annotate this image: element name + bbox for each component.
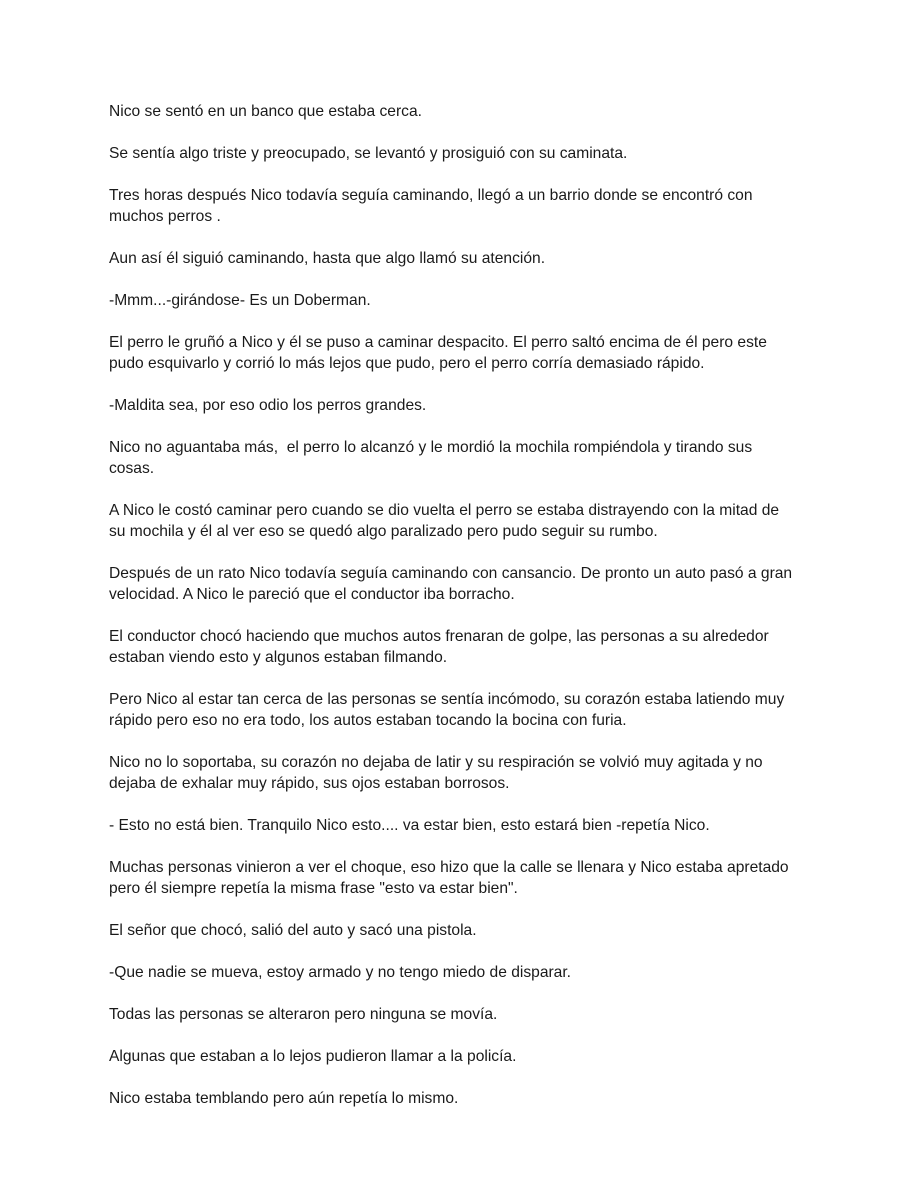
paragraph: El conductor chocó haciendo que muchos autos frenaran de golpe, las personas a su alrededor estaban viendo esto y algunos estaban filmando. [109, 628, 774, 666]
document-body [109, 101, 799, 1130]
paragraph: - Esto no está bien. Tranquilo Nico esto.... va estar bien, esto estará bien -repetía Nico. [109, 817, 710, 834]
paragraph: Algunas que estaban a lo lejos pudieron llamar a la policía. [109, 1048, 517, 1065]
paragraph: Se sentía algo triste y preocupado, se levantó y prosiguió con su caminata. [109, 145, 628, 162]
paragraph: Nico no aguantaba más, el perro lo alcanzó y le mordió la mochila rompiéndola y tirando sus cosas. [109, 439, 757, 477]
paragraph: Tres horas después Nico todavía seguía caminando, llegó a un barrio donde se encontró con muchos perros . [109, 187, 757, 225]
paragraph: -Maldita sea, por eso odio los perros grandes. [109, 397, 427, 414]
paragraph: Todas las personas se alteraron pero ninguna se movía. [109, 1006, 498, 1023]
paragraph: Nico no lo soportaba, su corazón no dejaba de latir y su respiración se volvió muy agitada y no dejaba de exhalar muy rápido, sus ojos estaban borrosos. [109, 754, 767, 792]
paragraph: Muchas personas vinieron a ver el choque, eso hizo que la calle se llenara y Nico estaba apretado pero él siempre repetía la misma frase "esto va estar bien". [109, 859, 793, 897]
paragraph: -Que nadie se mueva, estoy armado y no tengo miedo de disparar. [109, 964, 572, 981]
paragraph: Nico se sentó en un banco que estaba cerca. [109, 103, 422, 120]
paragraph: Pero Nico al estar tan cerca de las personas se sentía incómodo, su corazón estaba latiendo muy rápido pero eso no era todo, los autos estaban tocando la bocina con furia. [109, 691, 789, 729]
paragraph: Aun así él siguió caminando, hasta que algo llamó su atención. [109, 250, 546, 267]
paragraph: Nico estaba temblando pero aún repetía lo mismo. [109, 1090, 459, 1107]
paragraph: El perro le gruñó a Nico y él se puso a caminar despacito. El perro saltó encima de él pero este pudo esquivarlo y corrió lo más lejos que pudo, pero el perro corría demasiado rápido. [109, 334, 772, 372]
paragraph: El señor que chocó, salió del auto y sacó una pistola. [109, 922, 477, 939]
paragraph: Después de un rato Nico todavía seguía caminando con cansancio. De pronto un auto pasó a gran velocidad. A Nico le pareció que el conductor iba borracho. [109, 565, 797, 603]
paragraph: A Nico le costó caminar pero cuando se dio vuelta el perro se estaba distrayendo con la mitad de su mochila y él al ver eso se quedó algo paralizado pero pudo seguir su rumbo. [109, 502, 784, 540]
paragraph: -Mmm...-girándose- Es un Doberman. [109, 292, 371, 309]
